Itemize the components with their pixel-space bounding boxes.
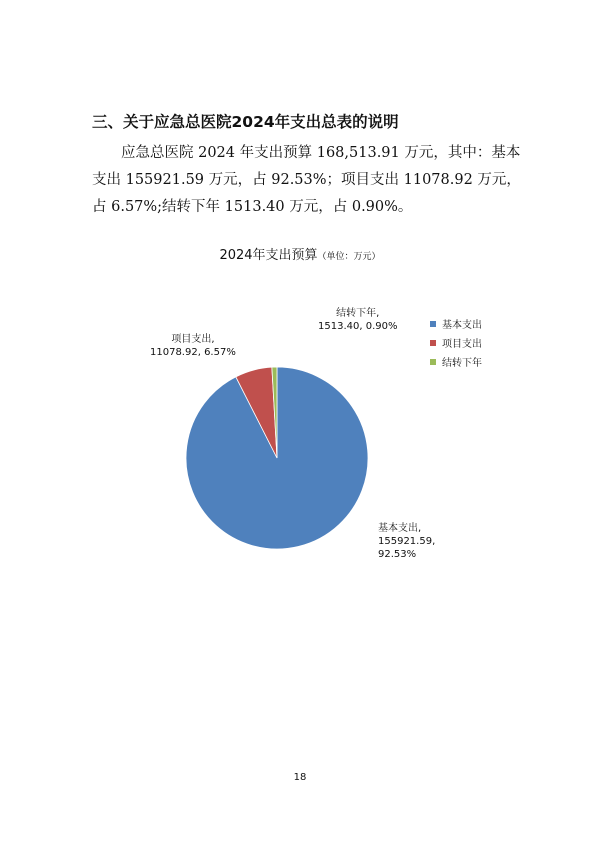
legend-label: 结转下年 — [442, 358, 482, 369]
chart-legend — [430, 314, 482, 371]
legend-item-carryover — [430, 352, 482, 371]
label-basic — [378, 522, 435, 561]
legend-item-basic — [430, 314, 482, 333]
label-project — [150, 333, 236, 359]
label-project-value: 11078.92, 6.57% — [150, 347, 236, 358]
label-carryover-value: 1513.40, 0.90% — [318, 321, 398, 332]
label-basic-name: 基本支出, — [378, 523, 422, 534]
chart-title-text: 2024年支出预算 — [219, 248, 318, 263]
legend-label: 项目支出 — [442, 339, 482, 350]
section-heading: 三、关于应急总医院2024年支出总表的说明 — [92, 113, 399, 131]
legend-swatch — [430, 359, 436, 365]
legend-swatch — [430, 321, 436, 327]
legend-label: 基本支出 — [442, 320, 482, 331]
page-number: 18 — [293, 772, 307, 783]
paragraph-text: 应急总医院 2024 年支出预算 168,513.91 万元，其中：基本支出 155921.59 万元，占 92.53%；项目支出 11078.92 万元，占 6.57%;结转下年 1513.40 万元，占 0.90%。 — [92, 145, 521, 215]
label-carryover-name: 结转下年, — [336, 308, 380, 319]
legend-swatch — [430, 340, 436, 346]
label-basic-value: 155921.59, — [378, 536, 436, 547]
chart-title-unit: （单位：万元） — [317, 252, 381, 262]
label-project-name: 项目支出, — [171, 334, 215, 345]
label-carryover — [318, 307, 397, 333]
legend-item-project — [430, 333, 482, 352]
label-basic-percent: 92.53% — [378, 549, 417, 560]
